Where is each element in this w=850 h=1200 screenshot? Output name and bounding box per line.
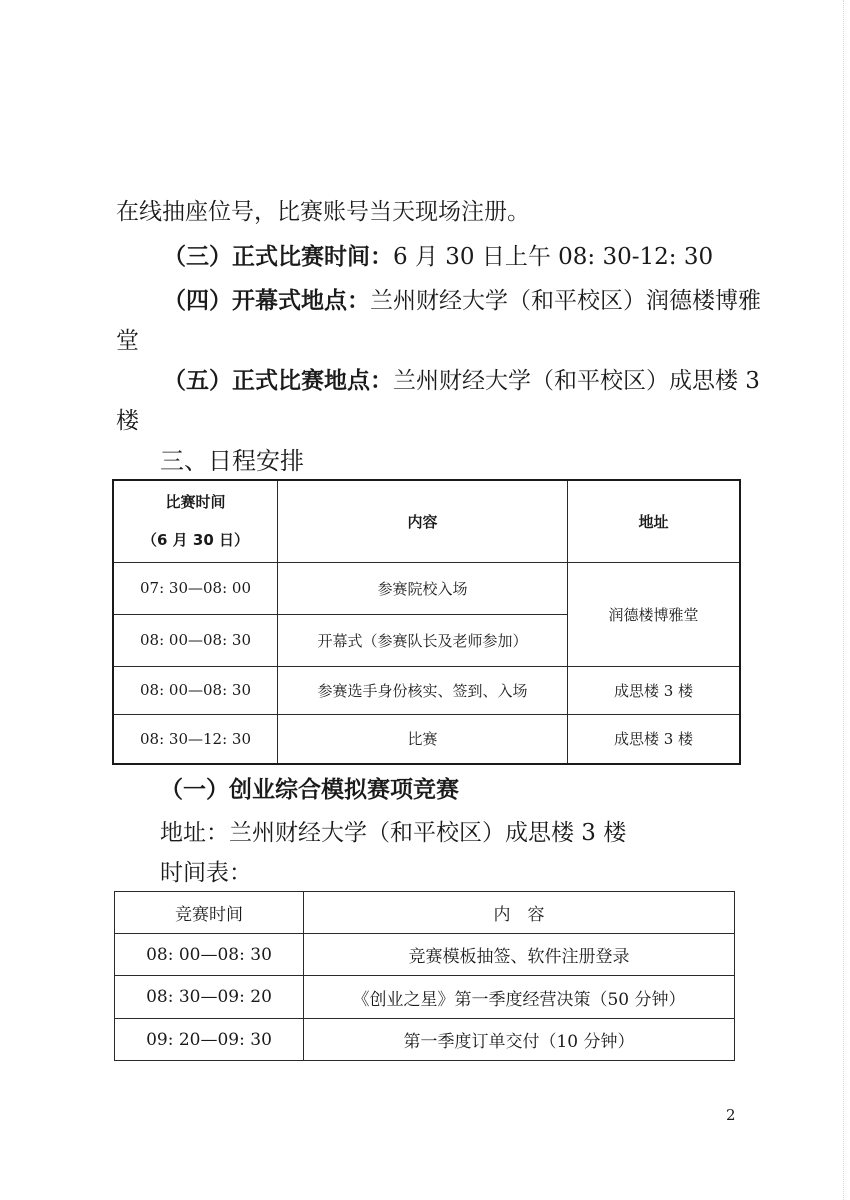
item-3 [163, 242, 713, 272]
item-5-continuation: 楼 [116, 408, 139, 434]
timetable-cell-time: 08: 00—08: 30 [115, 934, 304, 976]
schedule-header-time-line2: （6 月 30 日） [142, 531, 249, 550]
timetable-header-row [115, 892, 735, 934]
item-4-text: 兰州财经大学（和平校区）润德楼博雅 [370, 288, 761, 314]
table-row [113, 562, 740, 614]
schedule-header-content: 内容 [278, 480, 568, 562]
item-4-label: （四）开幕式地点： [163, 288, 370, 314]
schedule-cell-time: 08: 30—12: 30 [113, 714, 278, 764]
schedule-cell-time: 08: 00—08: 30 [113, 666, 278, 714]
item-5 [163, 366, 760, 396]
timetable-cell-time: 09: 20—09: 30 [115, 1019, 304, 1061]
table-row [115, 934, 735, 976]
item-4 [163, 286, 761, 316]
timetable-label: 时间表： [160, 860, 252, 886]
timetable-table [114, 891, 735, 1061]
timetable-cell-content: 第一季度订单交付（10 分钟） [304, 1019, 735, 1061]
schedule-header-row [113, 480, 740, 562]
schedule-table [112, 479, 741, 765]
paragraph-continuation: 在线抽座位号，比赛账号当天现场注册。 [116, 199, 530, 225]
page-number: 2 [726, 1106, 736, 1124]
timetable-header-content: 内 容 [304, 892, 735, 934]
timetable-header-time: 竞赛时间 [115, 892, 304, 934]
scan-edge [843, 0, 844, 1200]
item-5-label: （五）正式比赛地点： [163, 368, 393, 394]
schedule-cell-time: 07: 30—08: 00 [113, 562, 278, 614]
table-row [115, 1019, 735, 1061]
table-row [115, 976, 735, 1019]
timetable-cell-content: 竞赛模板抽签、软件注册登录 [304, 934, 735, 976]
subsection-1-title: （一）创业综合模拟赛项竞赛 [160, 777, 459, 803]
timetable-cell-time: 08: 30—09: 20 [115, 976, 304, 1019]
timetable-cell-content: 《创业之星》第一季度经营决策（50 分钟） [304, 976, 735, 1019]
subsection-1-address: 地址：兰州财经大学（和平校区）成思楼 3 楼 [160, 820, 627, 846]
table-row [113, 714, 740, 764]
item-4-continuation: 堂 [116, 328, 139, 354]
schedule-cell-content: 比赛 [278, 714, 568, 764]
schedule-cell-time: 08: 00—08: 30 [113, 614, 278, 666]
schedule-header-time-line1: 比赛时间 [165, 493, 226, 512]
table-row [113, 666, 740, 714]
schedule-cell-address: 成思楼 3 楼 [568, 714, 741, 764]
schedule-cell-content: 开幕式（参赛队长及老师参加） [278, 614, 568, 666]
section-3-title: 三、日程安排 [160, 447, 304, 475]
schedule-header-address: 地址 [568, 480, 741, 562]
schedule-cell-address: 成思楼 3 楼 [568, 666, 741, 714]
schedule-header-time [113, 480, 278, 562]
schedule-cell-address: 润德楼博雅堂 [568, 562, 741, 666]
item-3-label: （三）正式比赛时间： [163, 244, 393, 270]
schedule-cell-content: 参赛院校入场 [278, 562, 568, 614]
item-5-text: 兰州财经大学（和平校区）成思楼 3 [393, 368, 760, 394]
item-3-text: 6 月 30 日上午 08: 30-12: 30 [393, 244, 714, 270]
schedule-cell-content: 参赛选手身份核实、签到、入场 [278, 666, 568, 714]
